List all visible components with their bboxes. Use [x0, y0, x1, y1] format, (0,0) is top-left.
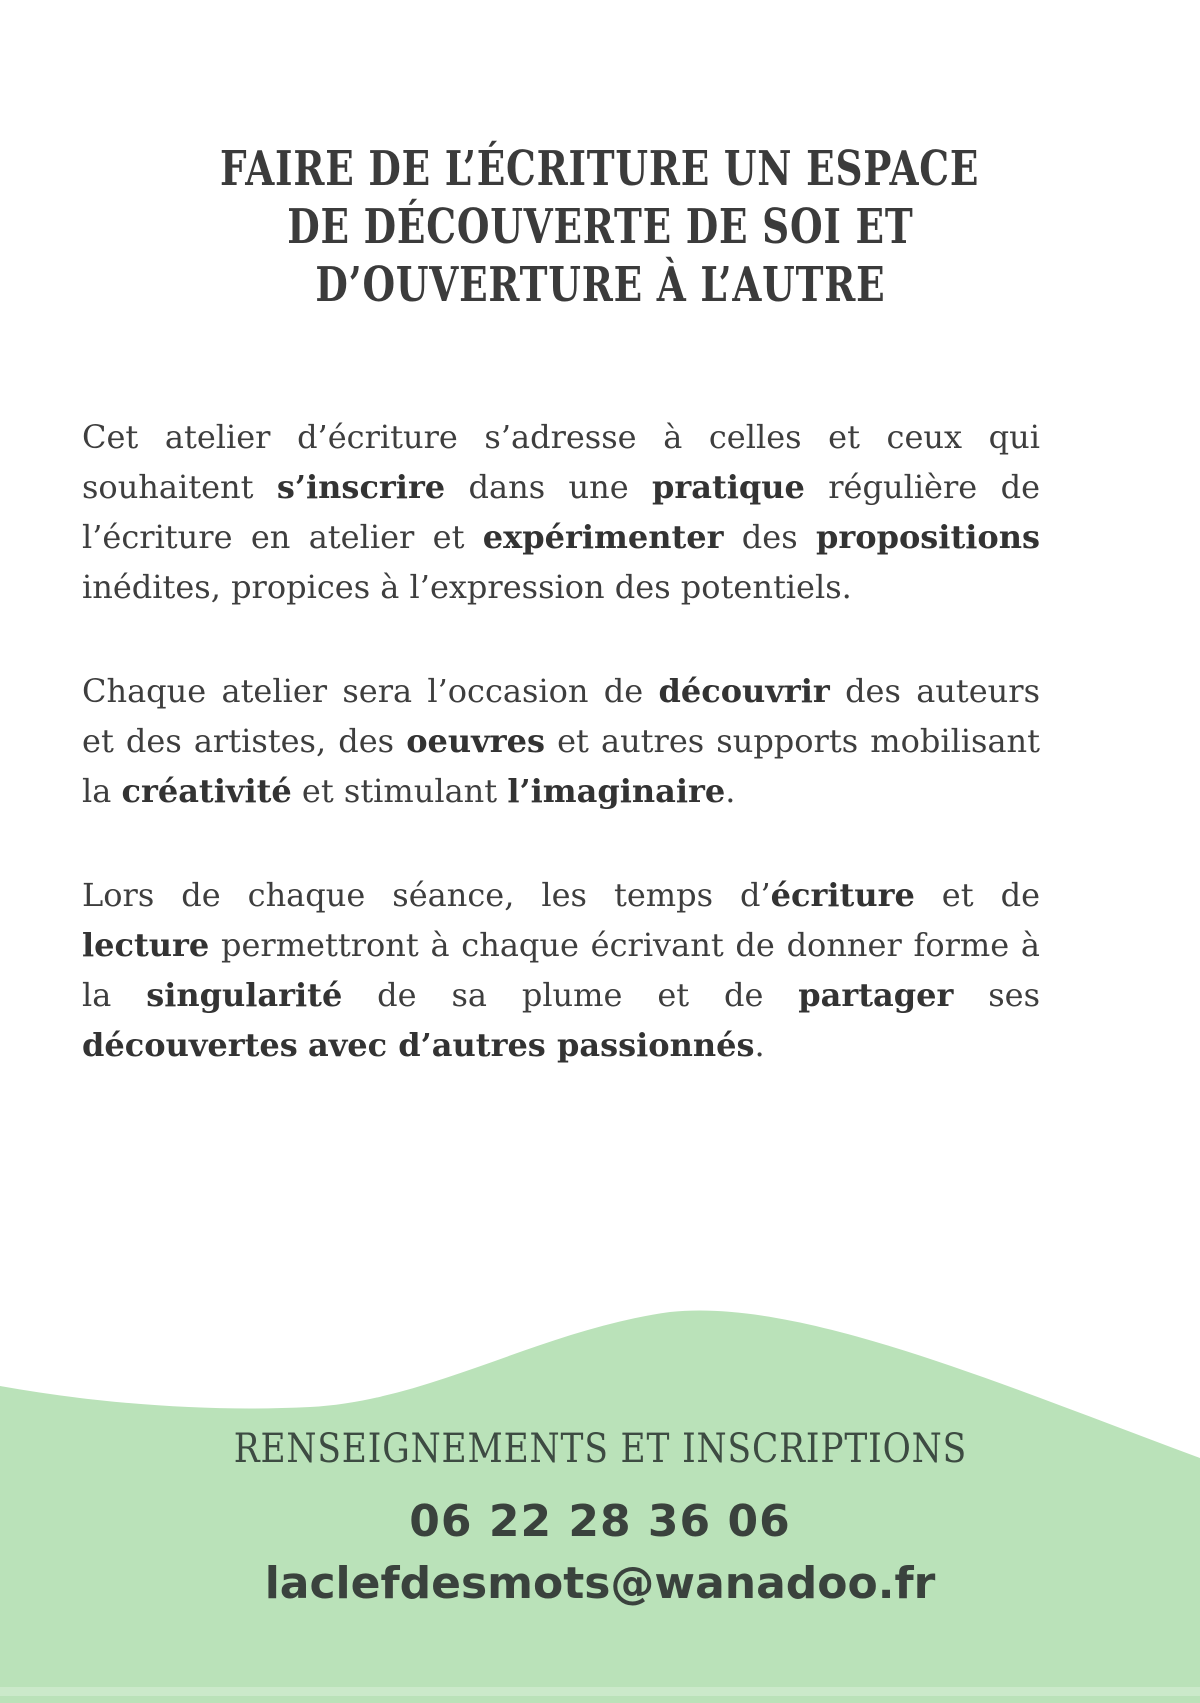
- paragraph-2: [82, 666, 1040, 816]
- footer: [0, 1426, 1200, 1610]
- bold-text-segment: avec d’autres passionnés: [307, 1026, 755, 1064]
- text-segment: dans une: [445, 468, 652, 506]
- body-text: [82, 412, 1040, 1124]
- text-segment: Cet atelier d’écriture s’adresse à celles et ceux qui souhaitent: [82, 418, 1040, 506]
- title-line-3-text: D’OUVERTURE À L’AUTRE: [314, 257, 886, 313]
- paragraph-3: [82, 870, 1040, 1070]
- phone-number: 06 22 28 36 06: [409, 1496, 791, 1547]
- bold-text-segment: oeuvres: [406, 722, 545, 760]
- text-segment: et autres supports mobilisant la: [82, 722, 1041, 810]
- text-segment: .: [725, 772, 736, 810]
- text-segment: inédites, propices à l’expression des potentiels.: [82, 568, 852, 606]
- text-segment: régulière de l’écriture en atelier et: [82, 468, 1040, 556]
- footer-heading: [0, 1426, 1200, 1480]
- bold-text-segment: lecture: [82, 926, 210, 964]
- bold-text-segment: s’inscrire: [276, 468, 446, 506]
- footer-heading-text: RENSEIGNEMENTS ET INSCRIPTIONS: [233, 1426, 967, 1472]
- bold-text-segment: découvertes: [82, 1026, 298, 1064]
- bold-text-segment: propositions: [815, 518, 1041, 556]
- bold-text-segment: expérimenter: [482, 518, 724, 556]
- text-segment: permettront à chaque écrivant de donner forme à la: [82, 926, 1040, 1014]
- title-line-3: [0, 256, 1200, 314]
- text-segment: Lors de chaque séance, les temps d’: [82, 876, 771, 914]
- bold-text-segment: créativité: [121, 772, 292, 810]
- text-segment: et de: [914, 876, 1041, 914]
- bold-text-segment: écriture: [770, 876, 915, 914]
- text-segment: ses: [953, 976, 1041, 1014]
- title-line-1-text: FAIRE DE L’ÉCRITURE UN ESPACE: [220, 141, 980, 197]
- text-segment: des auteurs et des artistes, des: [82, 672, 1041, 760]
- paragraph-1: [82, 412, 1040, 612]
- page-title: [0, 140, 1200, 314]
- title-line-2: [0, 198, 1200, 256]
- title-line-2-text: DE DÉCOUVERTE DE SOI ET: [286, 199, 914, 255]
- text-segment: et stimulant: [291, 772, 508, 810]
- bold-text-segment: partager: [798, 976, 954, 1014]
- text-segment: Chaque atelier sera l’occasion de: [82, 672, 659, 710]
- bold-text-segment: l’imaginaire: [507, 772, 726, 810]
- bold-text-segment: singularité: [146, 976, 343, 1014]
- bold-text-segment: pratique: [651, 468, 805, 506]
- text-segment: de sa plume et de: [342, 976, 799, 1014]
- text-segment: des: [723, 518, 816, 556]
- title-line-1: [0, 140, 1200, 198]
- bold-text-segment: découvrir: [658, 672, 830, 710]
- text-segment: .: [754, 1026, 765, 1064]
- text-segment: [298, 1026, 308, 1064]
- email-address: laclefdesmots@wanadoo.fr: [264, 1558, 936, 1609]
